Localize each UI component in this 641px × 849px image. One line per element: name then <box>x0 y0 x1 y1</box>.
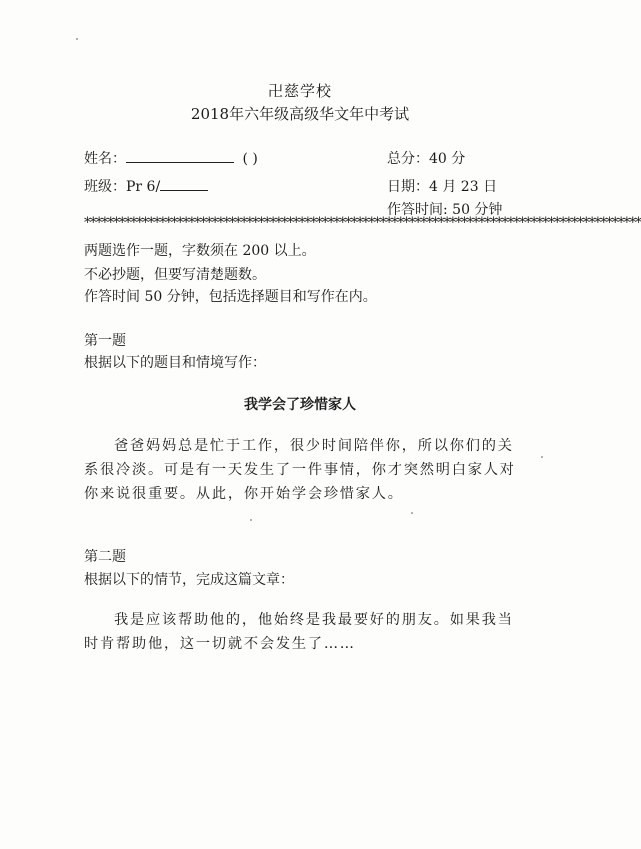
question2-heading: 第二题 <box>84 549 126 565</box>
time-allowed: 作答时间: 50 分钟 <box>387 202 503 218</box>
scan-speck <box>76 38 78 40</box>
name-field <box>84 148 258 168</box>
exam-date: 日期：4 月 23 日 <box>387 179 498 195</box>
question2-prompt: 根据以下的情节，完成这篇文章： <box>84 572 294 588</box>
total-score: 总分：40 分 <box>387 151 466 167</box>
question1-heading: 第一题 <box>84 333 126 349</box>
question2-body-text: 我是应该帮助他的，他始终是我最要好的朋友。如果我当时肯帮助他，这一切就不会发生了…… <box>84 612 514 652</box>
question1-title: 我学会了珍惜家人 <box>244 397 356 413</box>
instruction-2: 不必抄题，但要写清楚题数。 <box>84 267 266 283</box>
star-divider: ************************************************************************************************ <box>84 215 641 231</box>
class-blank <box>160 176 208 191</box>
exam-title: 2018年六年级高级华文年中考试 <box>190 105 410 123</box>
class-number-paren: ( ) <box>242 151 258 167</box>
question1-body-text: 爸爸妈妈总是忙于工作，很少时间陪伴你，所以你们的关系很冷淡。可是有一天发生了一件事情，你才突然明白家人对你来说很重要。从此，你开始学会珍惜家人。 <box>84 438 516 502</box>
name-label: 姓名： <box>84 151 126 167</box>
instruction-1: 两题选作一题，字数须在 200 以上。 <box>84 243 316 259</box>
school-name: 卍慈学校 <box>267 82 332 100</box>
scan-speck <box>250 519 252 521</box>
scan-speck <box>541 456 543 458</box>
scan-speck <box>411 512 413 514</box>
question2-body <box>84 608 524 656</box>
name-blank <box>126 148 234 163</box>
class-field <box>84 176 208 196</box>
instruction-3: 作答时间 50 分钟，包括选择题目和写作在内。 <box>84 289 377 305</box>
question1-prompt: 根据以下的题目和情境写作： <box>84 355 266 371</box>
question1-body <box>84 434 524 506</box>
class-label: 班级：Pr 6/ <box>84 179 161 195</box>
